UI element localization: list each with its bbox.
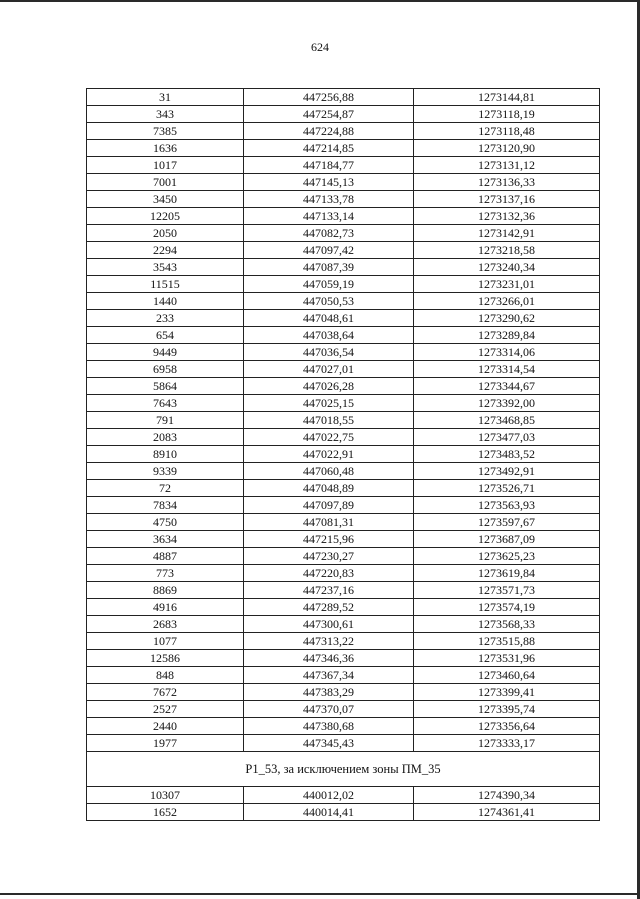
x-coordinate-cell: 447313,22 [244,633,414,650]
point-number-cell: 11515 [87,276,244,293]
point-number-cell: 1440 [87,293,244,310]
y-coordinate-cell: 1273460,64 [414,667,600,684]
y-coordinate-cell: 1273290,62 [414,310,600,327]
y-coordinate-cell: 1273392,00 [414,395,600,412]
x-coordinate-cell: 447036,54 [244,344,414,361]
point-number-cell: 8869 [87,582,244,599]
table-row [87,106,600,123]
table-row [87,276,600,293]
x-coordinate-cell: 447383,29 [244,684,414,701]
table-row [87,480,600,497]
table-row [87,463,600,480]
table-row [87,191,600,208]
x-coordinate-cell: 447022,75 [244,429,414,446]
y-coordinate-cell: 1273568,33 [414,616,600,633]
table-row [87,446,600,463]
point-number-cell: 848 [87,667,244,684]
x-coordinate-cell: 447367,34 [244,667,414,684]
table-row [87,412,600,429]
y-coordinate-cell: 1273477,03 [414,429,600,446]
y-coordinate-cell: 1273574,19 [414,599,600,616]
x-coordinate-cell: 447081,31 [244,514,414,531]
table-row [87,718,600,735]
table-row [87,667,600,684]
x-coordinate-cell: 447184,77 [244,157,414,174]
table-row [87,310,600,327]
table-row [87,208,600,225]
y-coordinate-cell: 1273468,85 [414,412,600,429]
table-row [87,225,600,242]
y-coordinate-cell: 1273526,71 [414,480,600,497]
table-row [87,293,600,310]
y-coordinate-cell: 1273483,52 [414,446,600,463]
x-coordinate-cell: 447025,15 [244,395,414,412]
table-row [87,804,600,821]
point-number-cell: 773 [87,565,244,582]
scan-edge-bottom [0,893,640,895]
point-number-cell: 10307 [87,787,244,804]
point-number-cell: 2294 [87,242,244,259]
y-coordinate-cell: 1273144,81 [414,89,600,106]
x-coordinate-cell: 447060,48 [244,463,414,480]
table-row [87,140,600,157]
table-row [87,582,600,599]
x-coordinate-cell: 447215,96 [244,531,414,548]
y-coordinate-cell: 1273619,84 [414,565,600,582]
table-row [87,378,600,395]
point-number-cell: 12586 [87,650,244,667]
point-number-cell: 791 [87,412,244,429]
y-coordinate-cell: 1273289,84 [414,327,600,344]
table-row [87,514,600,531]
y-coordinate-cell: 1273344,67 [414,378,600,395]
y-coordinate-cell: 1273136,33 [414,174,600,191]
y-coordinate-cell: 1273218,58 [414,242,600,259]
table-row [87,327,600,344]
y-coordinate-cell: 1273356,64 [414,718,600,735]
y-coordinate-cell: 1273314,54 [414,361,600,378]
coordinates-table-body [87,89,600,821]
point-number-cell: 7643 [87,395,244,412]
x-coordinate-cell: 447027,01 [244,361,414,378]
point-number-cell: 7001 [87,174,244,191]
point-number-cell: 8910 [87,446,244,463]
y-coordinate-cell: 1273515,88 [414,633,600,650]
table-row [87,174,600,191]
y-coordinate-cell: 1273266,01 [414,293,600,310]
point-number-cell: 7672 [87,684,244,701]
point-number-cell: 2440 [87,718,244,735]
y-coordinate-cell: 1273395,74 [414,701,600,718]
y-coordinate-cell: 1273333,17 [414,735,600,752]
y-coordinate-cell: 1273687,09 [414,531,600,548]
table-row [87,531,600,548]
x-coordinate-cell: 447038,64 [244,327,414,344]
point-number-cell: 1652 [87,804,244,821]
x-coordinate-cell: 447346,36 [244,650,414,667]
table-row [87,684,600,701]
x-coordinate-cell: 447224,88 [244,123,414,140]
x-coordinate-cell: 440012,02 [244,787,414,804]
y-coordinate-cell: 1273597,67 [414,514,600,531]
x-coordinate-cell: 447230,27 [244,548,414,565]
table-row [87,242,600,259]
x-coordinate-cell: 447133,14 [244,208,414,225]
point-number-cell: 343 [87,106,244,123]
point-number-cell: 72 [87,480,244,497]
y-coordinate-cell: 1273132,36 [414,208,600,225]
x-coordinate-cell: 447145,13 [244,174,414,191]
x-coordinate-cell: 447097,89 [244,497,414,514]
table-row [87,259,600,276]
scan-edge-top [0,0,640,2]
table-row [87,599,600,616]
x-coordinate-cell: 447345,43 [244,735,414,752]
x-coordinate-cell: 447220,83 [244,565,414,582]
x-coordinate-cell: 447082,73 [244,225,414,242]
x-coordinate-cell: 447133,78 [244,191,414,208]
table-row [87,701,600,718]
x-coordinate-cell: 447087,39 [244,259,414,276]
section-header-row [87,752,600,787]
table-row [87,548,600,565]
x-coordinate-cell: 447256,88 [244,89,414,106]
point-number-cell: 2683 [87,616,244,633]
x-coordinate-cell: 447214,85 [244,140,414,157]
table-row [87,395,600,412]
table-row [87,123,600,140]
y-coordinate-cell: 1273314,06 [414,344,600,361]
y-coordinate-cell: 1273399,41 [414,684,600,701]
point-number-cell: 2050 [87,225,244,242]
y-coordinate-cell: 1273131,12 [414,157,600,174]
point-number-cell: 3450 [87,191,244,208]
section-title: Р1_53, за исключением зоны ПМ_35 [87,752,600,787]
point-number-cell: 9449 [87,344,244,361]
y-coordinate-cell: 1273118,19 [414,106,600,123]
page-number: 624 [311,40,329,54]
y-coordinate-cell: 1273142,91 [414,225,600,242]
x-coordinate-cell: 447300,61 [244,616,414,633]
y-coordinate-cell: 1273240,34 [414,259,600,276]
point-number-cell: 9339 [87,463,244,480]
table-row [87,344,600,361]
point-number-cell: 2083 [87,429,244,446]
table-row [87,735,600,752]
point-number-cell: 3634 [87,531,244,548]
y-coordinate-cell: 1273120,90 [414,140,600,157]
table-row [87,787,600,804]
y-coordinate-cell: 1273492,91 [414,463,600,480]
table-row [87,89,600,106]
y-coordinate-cell: 1273231,01 [414,276,600,293]
x-coordinate-cell: 447237,16 [244,582,414,599]
point-number-cell: 654 [87,327,244,344]
point-number-cell: 3543 [87,259,244,276]
x-coordinate-cell: 447380,68 [244,718,414,735]
point-number-cell: 7385 [87,123,244,140]
x-coordinate-cell: 447048,89 [244,480,414,497]
point-number-cell: 4916 [87,599,244,616]
point-number-cell: 12205 [87,208,244,225]
point-number-cell: 7834 [87,497,244,514]
point-number-cell: 1636 [87,140,244,157]
x-coordinate-cell: 447254,87 [244,106,414,123]
table-row [87,633,600,650]
y-coordinate-cell: 1273571,73 [414,582,600,599]
x-coordinate-cell: 447289,52 [244,599,414,616]
x-coordinate-cell: 447050,53 [244,293,414,310]
x-coordinate-cell: 447370,07 [244,701,414,718]
x-coordinate-cell: 447048,61 [244,310,414,327]
x-coordinate-cell: 440014,41 [244,804,414,821]
x-coordinate-cell: 447018,55 [244,412,414,429]
table-row [87,565,600,582]
x-coordinate-cell: 447097,42 [244,242,414,259]
y-coordinate-cell: 1273625,23 [414,548,600,565]
table-row [87,497,600,514]
point-number-cell: 4750 [87,514,244,531]
table-row [87,361,600,378]
point-number-cell: 4887 [87,548,244,565]
point-number-cell: 6958 [87,361,244,378]
point-number-cell: 1017 [87,157,244,174]
y-coordinate-cell: 1273563,93 [414,497,600,514]
point-number-cell: 233 [87,310,244,327]
point-number-cell: 1077 [87,633,244,650]
point-number-cell: 31 [87,89,244,106]
x-coordinate-cell: 447022,91 [244,446,414,463]
y-coordinate-cell: 1274361,41 [414,804,600,821]
table-row [87,650,600,667]
point-number-cell: 2527 [87,701,244,718]
y-coordinate-cell: 1274390,34 [414,787,600,804]
point-number-cell: 5864 [87,378,244,395]
point-number-cell: 1977 [87,735,244,752]
coordinates-table [86,88,600,821]
x-coordinate-cell: 447026,28 [244,378,414,395]
y-coordinate-cell: 1273118,48 [414,123,600,140]
y-coordinate-cell: 1273531,96 [414,650,600,667]
table-row [87,157,600,174]
table-row [87,616,600,633]
x-coordinate-cell: 447059,19 [244,276,414,293]
table-row [87,429,600,446]
y-coordinate-cell: 1273137,16 [414,191,600,208]
